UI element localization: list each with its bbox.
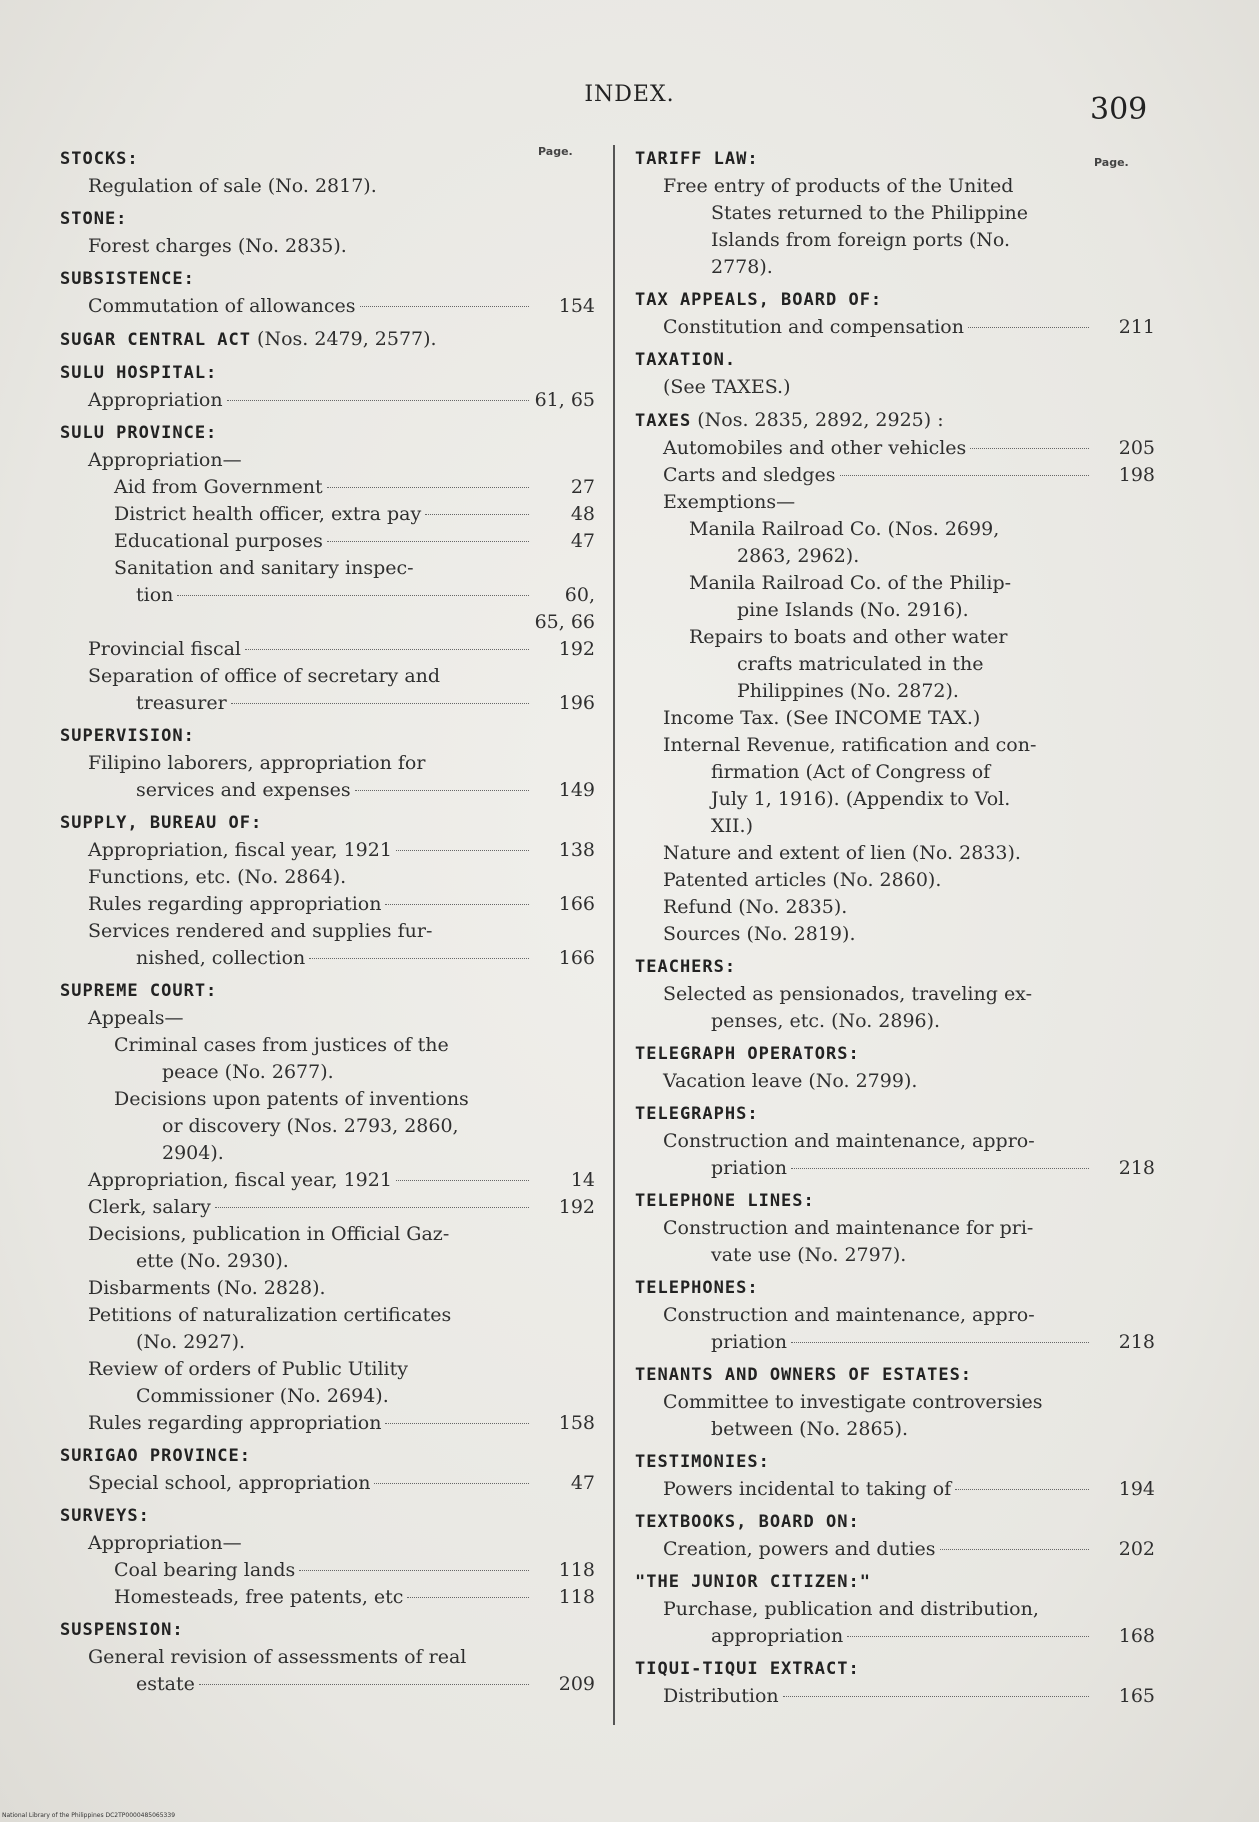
index-entry — [60, 360, 595, 414]
entry-line: Rules regarding appropriation — [88, 1412, 382, 1434]
entry-ref: (Nos. 2835, 2892, 2925) : — [697, 409, 944, 431]
index-entry — [60, 206, 595, 260]
page-column-label-left: Page. — [538, 145, 573, 158]
entry-line: Internal Revenue, ratification and con- — [663, 734, 1037, 756]
index-entry — [60, 723, 595, 804]
entry-line: Repairs to boats and other water — [689, 626, 1008, 648]
entry-line: tion — [136, 584, 174, 606]
archive-footer-note: National Library of the Philippines DC2TP0000485065339 — [2, 1812, 176, 1819]
page-ref: 60, 65, 66 — [534, 584, 595, 633]
index-entry — [60, 978, 595, 1437]
entry-line: (No. 2927). — [136, 1331, 246, 1353]
entry-line: Exemptions— — [663, 491, 796, 513]
entry-line: Clerk, salary — [88, 1196, 211, 1218]
entry-heading: SUPPLY, BUREAU OF: — [60, 813, 263, 833]
entry-line: Appeals— — [88, 1007, 184, 1029]
entry-line: Functions, etc. (No. 2864). — [88, 866, 347, 888]
entry-heading: TESTIMONIES: — [635, 1452, 770, 1472]
entry-line: Rules regarding appropriation — [88, 893, 382, 915]
page-ref: 166 — [558, 893, 595, 915]
entry-heading: SULU PROVINCE: — [60, 423, 218, 443]
page-number: 309 — [1090, 92, 1148, 127]
page-ref: 198 — [1118, 464, 1155, 486]
page-ref: 166 — [558, 947, 595, 969]
entry-line: Review of orders of Public Utility — [88, 1358, 408, 1380]
running-head: INDEX. — [584, 82, 675, 107]
entry-line: Disbarments (No. 2828). — [88, 1277, 326, 1299]
entry-line: Manila Railroad Co. of the Philip- — [689, 572, 1012, 594]
index-entry — [635, 347, 1155, 401]
page-ref: 218 — [1118, 1157, 1155, 1179]
page-ref: 168 — [1118, 1625, 1155, 1647]
entry-line: 2863, 2962). — [737, 545, 860, 567]
entry-line: ette (No. 2930). — [136, 1250, 289, 1272]
entry-line: between (No. 2865). — [711, 1418, 909, 1440]
entry-line: Refund (No. 2835). — [663, 896, 848, 918]
entry-line: Philippines (No. 2872). — [737, 680, 959, 702]
entry-line: Free entry of products of the United — [663, 175, 1014, 197]
entry-line: Appropriation, fiscal year, 1921 — [88, 1169, 392, 1191]
page-ref: 138 — [558, 839, 595, 861]
entry-line: vate use (No. 2797). — [711, 1244, 907, 1266]
entry-line: Powers incidental to taking of — [663, 1478, 952, 1500]
entry-line: Regulation of sale (No. 2817). — [88, 175, 377, 197]
page-ref: 158 — [558, 1412, 595, 1434]
entry-line: 2778). — [711, 256, 773, 278]
entry-line: nished, collection — [136, 947, 306, 969]
index-entry — [635, 1101, 1155, 1182]
entry-line: Vacation leave (No. 2799). — [663, 1070, 918, 1092]
entry-ref: (Nos. 2479, 2577). — [257, 328, 437, 350]
entry-line: Sanitation and sanitary inspec- — [114, 557, 414, 579]
page-ref: 118 — [558, 1559, 595, 1581]
entry-line: States returned to the Philippine — [711, 202, 1029, 224]
entry-heading: SURIGAO PROVINCE: — [60, 1446, 251, 1466]
entry-line: Purchase, publication and distribution, — [663, 1598, 1039, 1620]
entry-heading: TEXTBOOKS, BOARD ON: — [635, 1512, 860, 1532]
entry-line: priation — [711, 1157, 788, 1179]
entry-heading: SUSPENSION: — [60, 1620, 184, 1640]
entry-line: penses, etc. (No. 2896). — [711, 1010, 941, 1032]
entry-heading: TELEPHONE LINES: — [635, 1191, 815, 1211]
entry-heading: TAX APPEALS, BOARD OF: — [635, 290, 883, 310]
index-column-left — [60, 140, 595, 1698]
index-entry — [635, 1509, 1155, 1563]
entry-heading: SUPREME COURT: — [60, 981, 218, 1001]
page-ref: 47 — [570, 1472, 595, 1494]
entry-line: (See TAXES.) — [663, 376, 791, 398]
entry-line: peace (No. 2677). — [162, 1061, 334, 1083]
index-entry — [60, 1443, 595, 1497]
entry-heading: TAXATION. — [635, 350, 737, 370]
page-ref: 196 — [558, 692, 595, 714]
index-entry — [60, 1617, 595, 1698]
entry-heading: SURVEYS: — [60, 1506, 150, 1526]
entry-heading: TELEGRAPH OPERATORS: — [635, 1044, 860, 1064]
entry-line: Islands from foreign ports (No. — [711, 229, 1011, 251]
entry-heading: TAXES — [635, 411, 692, 431]
entry-line: XII.) — [711, 815, 753, 837]
page-ref: 154 — [558, 295, 595, 317]
entry-heading: TENANTS AND OWNERS OF ESTATES: — [635, 1365, 973, 1385]
entry-line: Educational purposes — [114, 530, 323, 552]
entry-line: Construction and maintenance, appro- — [663, 1304, 1035, 1326]
page-ref: 118 — [558, 1586, 595, 1608]
index-entry — [635, 1041, 1155, 1095]
entry-heading: SUPERVISION: — [60, 726, 195, 746]
index-entry — [635, 407, 1155, 948]
entry-line: Coal bearing lands — [114, 1559, 296, 1581]
page-ref: 194 — [1118, 1478, 1155, 1500]
entry-line: General revision of assessments of real — [88, 1646, 467, 1668]
index-entry — [60, 810, 595, 972]
entry-line: Distribution — [663, 1685, 779, 1707]
entry-line: Appropriation— — [88, 1532, 242, 1554]
page-ref: 14 — [570, 1169, 595, 1191]
index-entry — [60, 146, 595, 200]
index-entry — [635, 1362, 1155, 1443]
index-column-right — [635, 140, 1155, 1710]
entry-line: firmation (Act of Congress of — [711, 761, 991, 783]
entry-heading: STONE: — [60, 209, 128, 229]
index-entry — [635, 1656, 1155, 1710]
index-entry — [635, 1275, 1155, 1356]
entry-line: Construction and maintenance, appro- — [663, 1130, 1035, 1152]
page-ref: 202 — [1118, 1538, 1155, 1560]
entry-line: Nature and extent of lien (No. 2833). — [663, 842, 1021, 864]
entry-line: Commutation of allowances — [88, 295, 356, 317]
entry-line: Manila Railroad Co. (Nos. 2699, — [689, 518, 1000, 540]
entry-line: appropriation — [711, 1625, 844, 1647]
index-entry — [635, 954, 1155, 1035]
page-ref: 192 — [558, 1196, 595, 1218]
page-ref: 165 — [1118, 1685, 1155, 1707]
entry-line: Sources (No. 2819). — [663, 923, 856, 945]
entry-line: Separation of office of secretary and — [88, 665, 441, 687]
entry-line: Creation, powers and duties — [663, 1538, 936, 1560]
index-entry — [60, 420, 595, 717]
entry-line: estate — [136, 1673, 195, 1695]
index-entry — [635, 1449, 1155, 1503]
page-ref: 47 — [570, 530, 595, 552]
entry-line: priation — [711, 1331, 788, 1353]
entry-heading: TELEGRAPHS: — [635, 1104, 759, 1124]
entry-line: Provincial fiscal — [88, 638, 241, 660]
column-divider — [613, 145, 615, 1725]
entry-heading: TEACHERS: — [635, 957, 737, 977]
entry-heading: SULU HOSPITAL: — [60, 363, 218, 383]
entry-line: Patented articles (No. 2860). — [663, 869, 942, 891]
page-ref: 48 — [570, 503, 595, 525]
entry-line: Constitution and compensation — [663, 316, 964, 338]
page-ref: 149 — [558, 779, 595, 801]
entry-heading: SUBSISTENCE: — [60, 269, 195, 289]
page-ref: 205 — [1118, 437, 1155, 459]
entry-line: or discovery (Nos. 2793, 2860, — [162, 1115, 459, 1137]
index-entry — [635, 1569, 1155, 1650]
entry-line: July 1, 1916). (Appendix to Vol. — [711, 788, 1011, 810]
entry-line: pine Islands (No. 2916). — [737, 599, 969, 621]
entry-heading: STOCKS: — [60, 149, 139, 169]
entry-heading: SUGAR CENTRAL ACT — [60, 330, 251, 350]
entry-line: Appropriation— — [88, 449, 242, 471]
entry-line: Services rendered and supplies fur- — [88, 920, 433, 942]
entry-heading: TARIFF LAW: — [635, 149, 759, 169]
entry-line: Filipino laborers, appropriation for — [88, 752, 426, 774]
page-column-label-right: Page. — [1094, 156, 1129, 169]
entry-line: Decisions upon patents of inventions — [114, 1088, 469, 1110]
entry-line: Automobiles and other vehicles — [663, 437, 967, 459]
entry-line: Criminal cases from justices of the — [114, 1034, 449, 1056]
entry-line: Construction and maintenance for pri- — [663, 1217, 1034, 1239]
entry-line: Income Tax. (See INCOME TAX.) — [663, 707, 981, 729]
entry-line: Decisions, publication in Official Gaz- — [88, 1223, 450, 1245]
page-ref: 209 — [558, 1673, 595, 1695]
entry-line: Committee to investigate controversies — [663, 1391, 1043, 1413]
index-entry — [635, 287, 1155, 341]
index-entry — [60, 326, 595, 354]
entry-line: Special school, appropriation — [88, 1472, 371, 1494]
entry-heading: "THE JUNIOR CITIZEN:" — [635, 1572, 871, 1592]
entry-heading: TIQUI-TIQUI EXTRACT: — [635, 1659, 860, 1679]
entry-line: Commissioner (No. 2694). — [136, 1385, 389, 1407]
page-ref: 218 — [1118, 1331, 1155, 1353]
entry-line: Forest charges (No. 2835). — [88, 235, 347, 257]
entry-line: crafts matriculated in the — [737, 653, 984, 675]
entry-line: Appropriation — [88, 389, 223, 411]
entry-heading: TELEPHONES: — [635, 1278, 759, 1298]
index-entry — [635, 1188, 1155, 1269]
page-ref: 61, 65 — [534, 389, 595, 411]
entry-line: Homesteads, free patents, etc — [114, 1586, 404, 1608]
entry-line: Aid from Government — [114, 476, 323, 498]
entry-line: 2904). — [162, 1142, 224, 1164]
entry-line: District health officer, extra pay — [114, 503, 422, 525]
index-entry — [60, 266, 595, 320]
entry-line: Petitions of naturalization certificates — [88, 1304, 452, 1326]
index-entry — [60, 1503, 595, 1611]
entry-line: treasurer — [136, 692, 227, 714]
entry-line: services and expenses — [136, 779, 351, 801]
page-ref: 192 — [558, 638, 595, 660]
entry-line: Appropriation, fiscal year, 1921 — [88, 839, 392, 861]
entry-line: Carts and sledges — [663, 464, 836, 486]
index-entry — [635, 146, 1155, 281]
page-ref: 27 — [570, 476, 595, 498]
entry-line: Selected as pensionados, traveling ex- — [663, 983, 1032, 1005]
page-ref: 211 — [1118, 316, 1155, 338]
